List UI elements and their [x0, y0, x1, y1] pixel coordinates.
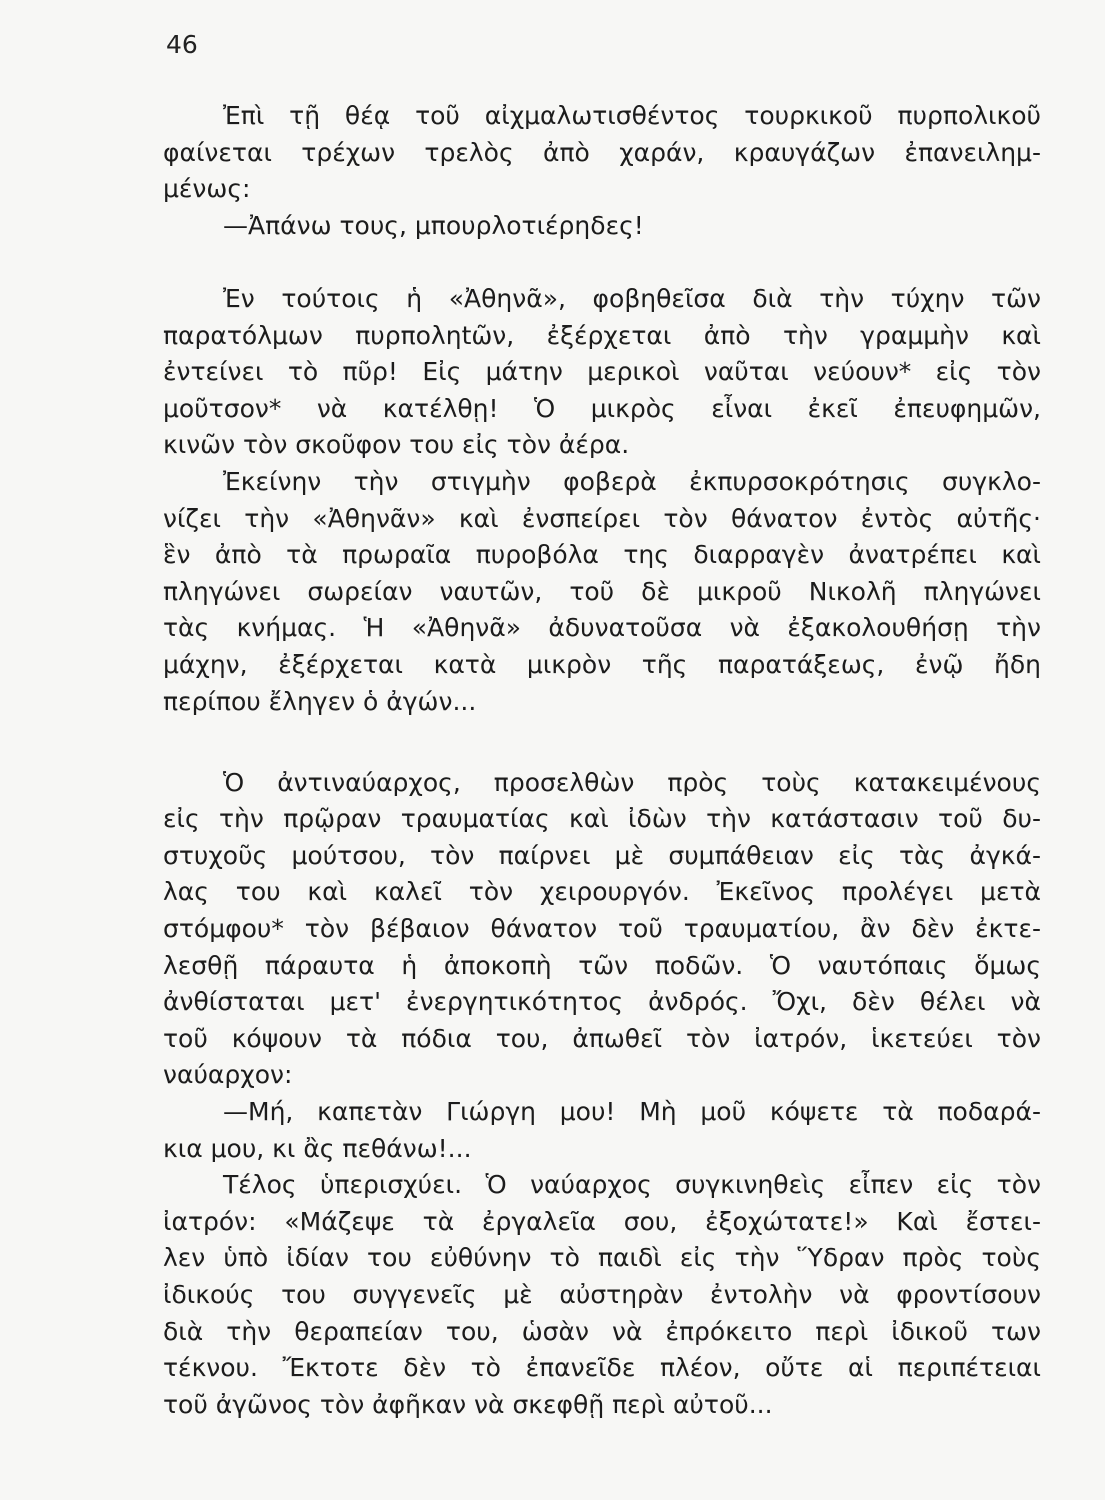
- text-line: κινῶν τὸν σκοῦφον του εἰς τὸν ἀέρα.: [163, 430, 630, 460]
- text-line: λεν ὑπὸ ἰδίαν του εὐθύνην τὸ παιδὶ εἰς τὴν Ὕδραν πρὸς τοὺς: [163, 1243, 1041, 1273]
- paragraph-gap: [163, 244, 1041, 281]
- text-line: ἰατρόν: «Μάζεψε τὰ ἐργαλεῖα σου, ἐξοχώτατε!» Καὶ ἔστει-: [163, 1206, 1041, 1236]
- text-line: περίπου ἔληγεν ὁ ἀγών...: [163, 686, 477, 716]
- text-line: ἀνθίσταται μετ' ἐνεργητικότητος ἀνδρός. Ὄχι, δὲν θέλει νὰ: [163, 987, 1041, 1017]
- text-line: Τέλος ὑπερισχύει. Ὁ ναύαρχος συγκινηθεὶς εἶπεν εἰς τὸν: [223, 1170, 1041, 1200]
- text-line: ἓν ἀπὸ τὰ πρωραῖα πυροβόλα της διαρραγὲν ἀνατρέπει καὶ: [163, 540, 1041, 570]
- text-line: —Μή, καπετὰν Γιώργη μου! Μὴ μοῦ κόψετε τὰ ποδαρά-: [223, 1097, 1041, 1127]
- text-line: μοῦτσον* νὰ κατέλθῃ! Ὁ μικρὸς εἶναι ἐκεῖ ἐπευφημῶν,: [163, 393, 1041, 423]
- page-number: 46: [166, 30, 198, 59]
- text-line: εἰς τὴν πρῷραν τραυματίας καὶ ἰδὼν τὴν κατάστασιν τοῦ δυ-: [163, 804, 1041, 834]
- text-line: στυχοῦς μούτσου, τὸν παίρνει μὲ συμπάθειαν εἰς τὰς ἀγκά-: [163, 840, 1041, 870]
- text-line: ἐντείνει τὸ πῦρ! Εἰς μάτην μερικοὶ ναῦται νεύουν* εἰς τὸν: [163, 357, 1041, 387]
- text-line: λας του καὶ καλεῖ τὸν χειρουργόν. Ἐκεῖνος προλέγει μετὰ: [163, 877, 1041, 907]
- paragraph-gap: [163, 720, 1041, 757]
- text-line: στόμφου* τὸν βέβαιον θάνατον τοῦ τραυματίου, ἂν δὲν ἐκτε-: [163, 914, 1041, 944]
- text-line: παρατόλμων πυρποληtῶν, ἐξέρχεται ἀπὸ τὴν γραμμὴν καὶ: [163, 320, 1041, 350]
- text-line: Ἐκείνην τὴν στιγμὴν φοβερὰ ἐκπυρσοκρότησις συγκλο-: [223, 466, 1041, 496]
- text-line: τοῦ ἀγῶνος τὸν ἀφῆκαν νὰ σκεφθῇ περὶ αὐτοῦ...: [163, 1389, 773, 1419]
- text-line: τὰς κνήμας. Ἡ «Ἀθηνᾶ» ἀδυνατοῦσα νὰ ἐξακολουθήσῃ τὴν: [163, 613, 1041, 643]
- text-line: πληγώνει σωρείαν ναυτῶν, τοῦ δὲ μικροῦ Νικολῆ πληγώνει: [163, 576, 1041, 606]
- paragraph-gap: [163, 757, 1041, 765]
- text-line: λεσθῇ πάραυτα ἡ ἀποκοπὴ τῶν ποδῶν. Ὁ ναυτόπαις ὅμως: [163, 950, 1041, 980]
- text-line: νίζει τὴν «Ἀθηνᾶν» καὶ ἐνσπείρει τὸν θάνατον ἐντὸς αὐτῆς·: [163, 503, 1041, 533]
- text-line: φαίνεται τρέχων τρελὸς ἀπὸ χαράν, κραυγάζων ἐπανειλημ-: [163, 137, 1041, 167]
- text-line: τοῦ κόψουν τὰ πόδια του, ἀπωθεῖ τὸν ἰατρόν, ἱκετεύει τὸν: [163, 1023, 1041, 1053]
- text-line: διὰ τὴν θεραπείαν του, ὡσὰν νὰ ἐπρόκειτο περὶ ἰδικοῦ των: [163, 1316, 1041, 1346]
- text-line: μάχην, ἐξέρχεται κατὰ μικρὸν τῆς παρατάξεως, ἐνῷ ἤδη: [163, 649, 1041, 679]
- text-line: Ἐν τούτοις ἡ «Ἀθηνᾶ», φοβηθεῖσα διὰ τὴν τύχην τῶν: [223, 283, 1041, 313]
- text-line: Ἐπὶ τῇ θέᾳ τοῦ αἰχμαλωτισθέντος τουρκικοῦ πυρπολικοῦ: [223, 101, 1041, 130]
- text-line: ἰδικούς του συγγενεῖς μὲ αὐστηρὰν ἐντολὴν νὰ φροντίσουν: [163, 1280, 1041, 1309]
- text-line: μένως:: [163, 174, 251, 204]
- text-line: κια μου, κι ἂς πεθάνω!...: [163, 1133, 472, 1163]
- text-line: ναύαρχον:: [163, 1060, 293, 1090]
- text-line: τέκνου. Ἔκτοτε δὲν τὸ ἐπανεῖδε πλέον, οὔτε αἱ περιπέτειαι: [163, 1353, 1041, 1383]
- text-line: Ὁ ἀντιναύαρχος, προσελθὼν πρὸς τοὺς κατακειμένους: [223, 767, 1041, 797]
- body-text: [163, 98, 1041, 1423]
- text-line: —Ἀπάνω τους, μπουρλοτιέρηδες!: [223, 210, 644, 240]
